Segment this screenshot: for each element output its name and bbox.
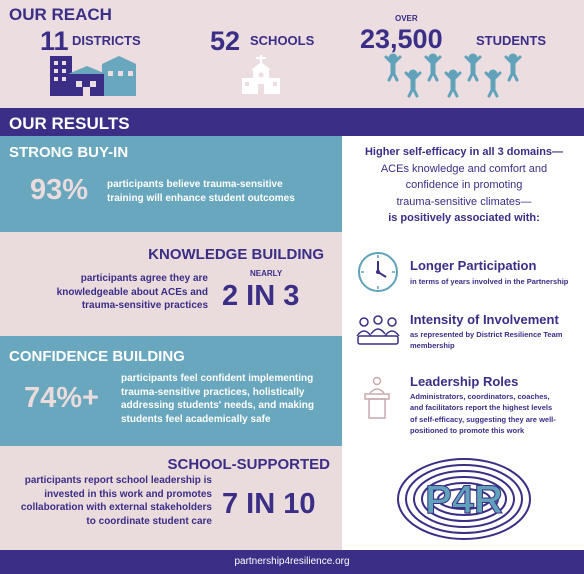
footer-link[interactable]: partnership4resilience.org xyxy=(234,556,350,567)
students-number: 23,500 xyxy=(360,24,443,54)
students-label: STUDENTS xyxy=(476,33,547,48)
reach-title: OUR REACH xyxy=(9,5,112,24)
heading-line-4: trauma-sensitive climates— xyxy=(396,195,532,208)
buy-in-title: STRONG BUY-IN xyxy=(9,144,129,161)
heading-line-1: Higher self-efficacy in all 3 domains— xyxy=(364,146,564,158)
p4r-logo-icon xyxy=(394,456,534,542)
schoolhouse-icon xyxy=(241,54,283,96)
team-meeting-icon xyxy=(354,314,402,350)
buy-in-text: participants believe trauma-sensitive training will enhance student outcomes xyxy=(107,179,295,204)
leadership-text: Administrators, coordinators, coaches, and facilitators report the highest levels of self-efficacy, suggesting they are well-positioned to promote this work xyxy=(410,392,556,435)
self-efficacy-heading xyxy=(350,144,578,227)
heading-line-3: confidence in promoting xyxy=(405,179,523,191)
knowledge-title: KNOWLEDGE BUILDING xyxy=(148,246,324,263)
results-header xyxy=(0,108,584,136)
districts-label: DISTRICTS xyxy=(72,33,141,48)
knowledge-text: participants agree they are knowledgeable about ACEs and trauma-sensitive practices xyxy=(56,273,208,311)
intensity-text: as represented by District Resilience Team membership xyxy=(410,330,563,351)
reach-section xyxy=(0,0,584,108)
confidence-title: CONFIDENCE BUILDING xyxy=(9,348,185,365)
panel-confidence-building xyxy=(0,336,342,446)
longer-participation-text: in terms of years involved in the Partnership xyxy=(410,277,569,286)
heading-line-2: ACEs knowledge and comfort and xyxy=(380,162,548,175)
panel-school-supported xyxy=(0,446,342,550)
students-icon xyxy=(383,52,533,102)
clock-icon xyxy=(356,250,400,294)
intensity-title: Intensity of Involvement xyxy=(410,312,559,327)
panel-knowledge-building xyxy=(0,232,342,336)
school-stat: 7 IN 10 xyxy=(222,488,316,520)
panel-strong-buy-in xyxy=(0,136,342,232)
logo-text: P4R xyxy=(425,478,503,522)
districts-number: 11 xyxy=(40,26,69,56)
longer-participation-title: Longer Participation xyxy=(410,258,537,273)
schools-label: SCHOOLS xyxy=(250,33,315,48)
results-title: OUR RESULTS xyxy=(9,114,130,133)
heading-line-5: is positively associated with: xyxy=(388,212,540,224)
footer xyxy=(0,550,584,574)
knowledge-nearly: NEARLY xyxy=(250,269,283,278)
schools-number: 52 xyxy=(210,26,241,56)
school-text: participants report school leadership is invested in this work and promotes collaboration with external stakeholders to coordinate student care xyxy=(20,475,212,527)
knowledge-stat: 2 IN 3 xyxy=(222,280,300,312)
buy-in-stat: 93% xyxy=(30,174,89,206)
self-efficacy-column xyxy=(342,136,584,550)
students-over-label: OVER xyxy=(395,14,418,23)
podium-icon xyxy=(362,376,392,420)
buildings-icon xyxy=(48,54,138,98)
confidence-text: participants feel confident implementing trauma-sensitive practices, holistically addressing students' needs, and making students feel academically safe xyxy=(121,373,314,425)
leadership-title: Leadership Roles xyxy=(410,374,519,389)
confidence-stat: 74%+ xyxy=(24,382,99,414)
school-title: SCHOOL-SUPPORTED xyxy=(167,456,330,473)
